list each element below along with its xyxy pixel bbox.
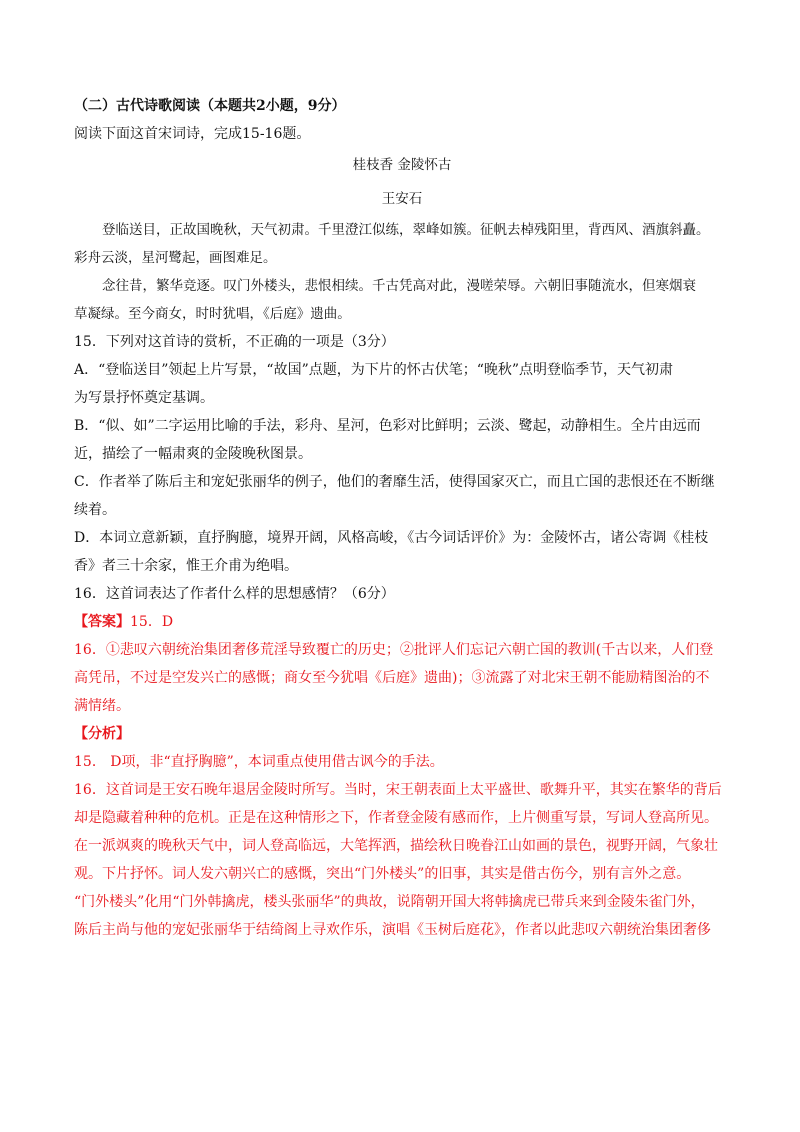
poem-title: 桂枝香 金陵怀古 <box>352 157 452 173</box>
analysis-16-line: 陈后主尚与他的宠妃张丽华于结绮阁上寻欢作乐，演唱《玉树后庭花》，作者以此悲叹六朝统治集团奢侈 <box>74 922 711 938</box>
answer-15: 15．D <box>130 614 174 630</box>
answer-16-line: 高凭吊，不过是空发兴亡的感慨；商女至今犹唱《后庭》遗曲)；③流露了对北宋王朝不能励精图治的不 <box>74 670 710 686</box>
analysis-block <box>74 720 730 944</box>
document-page <box>74 92 730 944</box>
analysis-16-line: 在一派飒爽的晚秋天气中，词人登高临远，大笔挥洒，描绘秋日晚眷江山如画的景色，视野开阔，气象壮 <box>74 838 718 854</box>
poem-line: 彩舟云淡，星河鹭起，画图难足。 <box>74 250 277 266</box>
option-a: A．“登临送目”领起上片写景，“故国”点题，为下片的怀古伏笔；“晚秋”点明登临季节，天气初肃 <box>74 362 674 378</box>
instruction-text: 阅读下面这首宋词诗，完成15-16题。 <box>74 126 311 142</box>
section-title: （二）古代诗歌阅读（本题共2小题，9分） <box>74 98 346 114</box>
answer-tag: 【答案】 <box>74 614 130 630</box>
question-stem: 15．下列对这首诗的赏析，不正确的一项是（3分） <box>74 334 395 350</box>
poem-author: 王安石 <box>381 191 423 207</box>
option-d-cont: 香》者三十余家，惟王介甫为绝唱。 <box>74 558 298 574</box>
option-c-cont: 续着。 <box>74 502 116 518</box>
question-15 <box>74 328 730 580</box>
analysis-16-line: 观。下片抒怀。词人发六朝兴亡的感慨，突出“门外楼头”的旧事，其实是借古伤今，别有言外之意。 <box>74 866 691 882</box>
poem-line: 草凝绿。至今商女，时时犹唱，《后庭》遗曲。 <box>74 306 351 322</box>
analysis-16-line: “门外楼头”化用“门外韩擒虎，楼头张丽华”的典故，说隋朝开国大将韩擒虎已带兵来到金陵朱雀门外， <box>74 894 705 910</box>
analysis-15: 15． D项，非“直抒胸臆”，本词重点使用借古讽今的手法。 <box>74 754 444 770</box>
analysis-16-line: 却是隐藏着种种的危机。正是在这种情形之下，作者登金陵有感而作，上片侧重写景，写词人登高所见。 <box>74 810 718 826</box>
poem-line: 念往昔，繁华竞逐。叹门外楼头，悲恨相续。千古凭高对此，漫嗟荣辱。六朝旧事随流水，但寒烟衰 <box>102 278 696 294</box>
answer-block <box>74 608 730 720</box>
option-b-cont: 近，描绘了一幅肃爽的金陵晚秋图景。 <box>74 446 312 462</box>
question-stem: 16．这首词表达了作者什么样的思想感情？（6分） <box>74 586 395 602</box>
analysis-tag: 【分析】 <box>74 726 130 742</box>
option-c: C．作者举了陈后主和宠妃张丽华的例子，他们的奢靡生活，使得国家灭亡，而且亡国的悲恨还在不断继 <box>74 474 715 490</box>
analysis-16-line: 16．这首词是王安石晚年退居金陵时所写。当时，宋王朝表面上太平盛世、歌舞升平，其实在繁华的背后 <box>74 782 722 798</box>
poem-line: 登临送目，正故国晚秋，天气初肃。千里澄江似练，翠峰如簇。征帆去棹残阳里，背西风、酒旗斜矗。 <box>102 222 710 238</box>
option-a-cont: 为写景抒怀奠定基调。 <box>74 390 214 406</box>
option-b: B．“似、如”二字运用比喻的手法，彩舟、星河，色彩对比鲜明；云淡、鹭起，动静相生。全片由远而 <box>74 418 701 434</box>
option-d: D．本词立意新颖，直抒胸臆，境界开阔，风格高峻，《古今词话评价》为：金陵怀古，诸公寄调《桂枝 <box>74 530 709 546</box>
answer-16-line: 16．①悲叹六朝统治集团奢侈荒淫导致覆亡的历史；②批评人们忘记六朝亡国的教训(千古以来，人们登 <box>74 642 714 658</box>
poem-body <box>74 216 730 328</box>
question-16 <box>74 580 730 608</box>
answer-16-line: 满情绪。 <box>74 698 130 714</box>
